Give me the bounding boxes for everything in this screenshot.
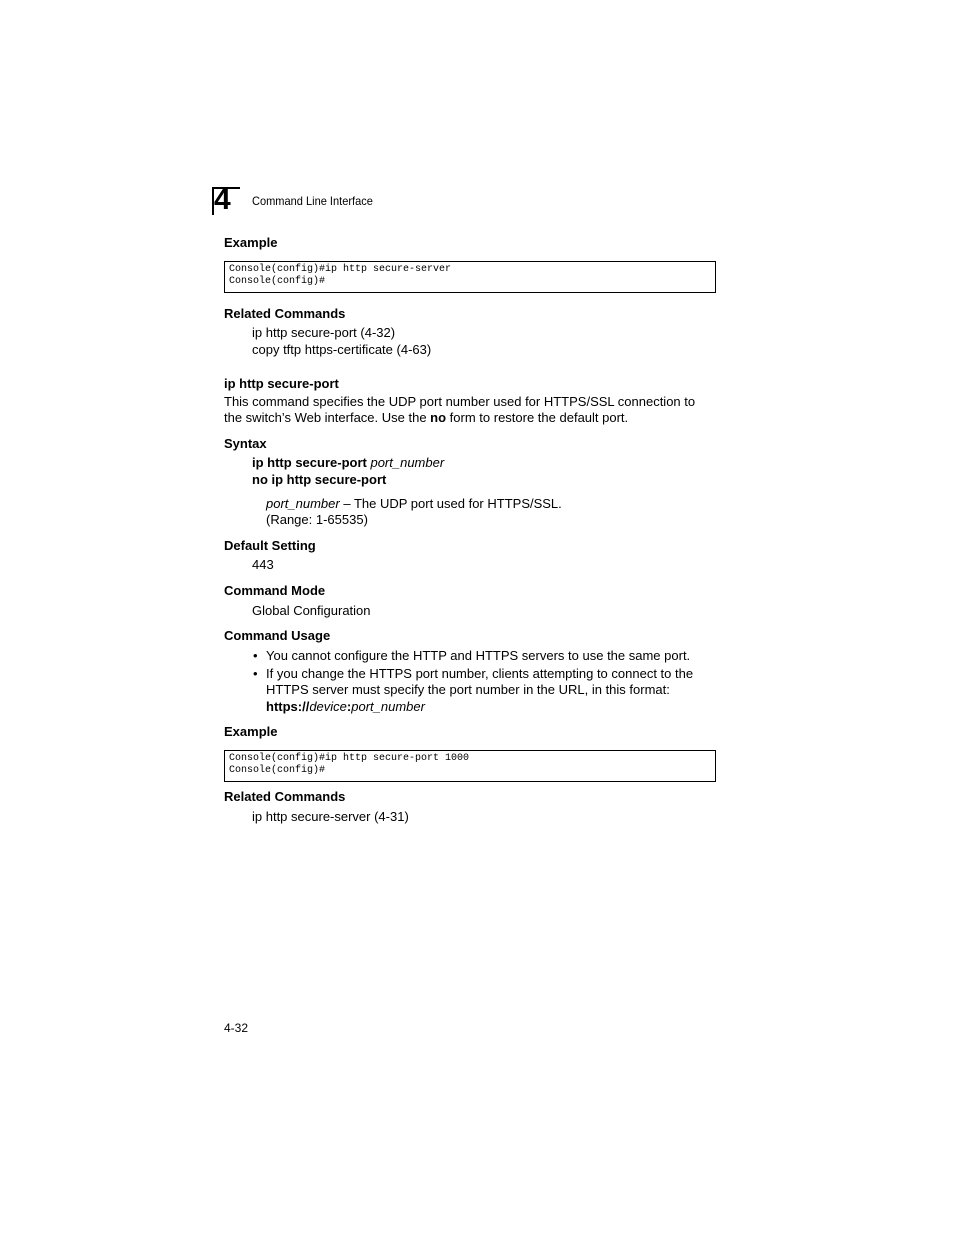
related-command-item: ip http secure-server (4-31) — [252, 809, 409, 824]
chapter-number-badge — [212, 183, 240, 216]
command-description: This command specifies the UDP port number used for HTTPS/SSL connection to — [224, 394, 696, 409]
code-example-box — [224, 750, 716, 782]
command-mode-value: Global Configuration — [252, 603, 371, 618]
command-mode-heading: Command Mode — [224, 583, 326, 598]
usage-item-continued: HTTPS server must specify the port number in the URL, in this format: — [266, 682, 670, 697]
related-commands-heading: Related Commands — [224, 306, 346, 321]
related-commands-heading: Related Commands — [224, 789, 346, 804]
description-text: the switch’s Web interface. Use the — [224, 410, 431, 425]
related-command-item: copy tftp https-certificate (4-63) — [252, 342, 432, 357]
parameter-range: (Range: 1-65535) — [266, 512, 368, 527]
code-line: Console(config)#ip http secure-port 1000 — [229, 753, 470, 764]
default-setting-heading: Default Setting — [224, 538, 316, 553]
running-header-title: Command Line Interface — [252, 194, 373, 208]
syntax-no-line: no ip http secure-port — [252, 472, 387, 487]
usage-item: If you change the HTTPS port number, clients attempting to connect to the — [266, 666, 694, 681]
code-line: Console(config)# — [229, 276, 326, 287]
parameter-text: – The UDP port used for HTTPS/SSL. — [339, 496, 562, 511]
bullet-icon: • — [253, 666, 258, 681]
bullet-icon: • — [253, 648, 258, 663]
syntax-heading: Syntax — [224, 436, 267, 451]
command-usage-heading: Command Usage — [224, 628, 331, 643]
page-number: 4-32 — [224, 1021, 249, 1035]
chapter-number: 4 — [214, 183, 231, 216]
description-text: form to restore the default port. — [446, 410, 629, 425]
command-title: ip http secure-port — [224, 376, 339, 391]
url-port: port_number — [351, 699, 425, 714]
parameter-description — [266, 496, 562, 512]
url-separator: : — [346, 699, 352, 714]
syntax-command: ip http secure-port — [252, 455, 367, 470]
code-line: Console(config)#ip http secure-server — [229, 264, 452, 275]
keyword-no: no — [430, 410, 447, 425]
parameter-name: port_number — [266, 496, 340, 511]
url-format — [266, 699, 425, 715]
command-description — [224, 410, 628, 426]
usage-item: You cannot configure the HTTP and HTTPS servers to use the same port. — [266, 648, 691, 663]
code-example-box — [224, 261, 716, 293]
default-setting-value: 443 — [252, 557, 274, 572]
example-heading: Example — [224, 235, 278, 250]
url-scheme: https:// — [266, 699, 310, 714]
code-line: Console(config)# — [229, 765, 326, 776]
related-command-item: ip http secure-port (4-32) — [252, 325, 396, 340]
syntax-line — [252, 455, 444, 471]
example-heading: Example — [224, 724, 278, 739]
syntax-parameter: port_number — [370, 455, 445, 470]
url-device: device — [309, 699, 347, 714]
